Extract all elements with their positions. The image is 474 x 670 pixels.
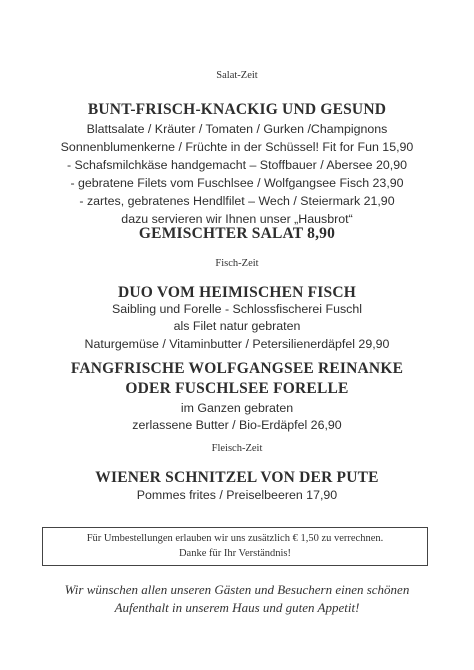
dish-title-mixed-salad: GEMISCHTER SALAT 8,90 — [138, 225, 336, 242]
fish-duo-line: Saibling und Forelle - Schlossfischerei Fuschl — [112, 302, 362, 316]
salad-note-line: dazu servieren wir Ihnen unser „Hausbrot“ — [121, 212, 353, 226]
section-label-fleisch: Fleisch-Zeit — [211, 443, 263, 454]
reinanke-line: im Ganzen gebraten — [180, 401, 294, 415]
closing-line: Wir wünschen allen unseren Gästen und Besuchern einen schönen — [64, 582, 410, 597]
notice-box — [42, 527, 428, 566]
dish-title-schnitzel: WIENER SCHNITZEL VON DER PUTE — [95, 469, 379, 486]
dish-title-fish-duo: DUO VOM HEIMISCHEN FISCH — [117, 284, 357, 301]
dish-title-reinanke: FANGFRISCHE WOLFGANGSEE REINANKE — [70, 360, 404, 377]
section-label-fisch: Fisch-Zeit — [215, 258, 259, 269]
dish-title-salad: BUNT-FRISCH-KNACKIG UND GESUND — [87, 101, 387, 118]
notice-line: Für Umbestellungen erlauben wir uns zusätzlich € 1,50 zu verrechnen. — [86, 533, 384, 544]
salad-option-line: - Schafsmilchkäse handgemacht – Stoffbauer / Abersee 20,90 — [66, 158, 408, 172]
salad-option-line: - zartes, gebratenes Hendlfilet – Wech / Steiermark 21,90 — [79, 194, 395, 208]
salad-option-line: - gebratene Filets vom Fuschlsee / Wolfgangsee Fisch 23,90 — [70, 176, 404, 190]
schnitzel-line: Pommes frites / Preiselbeeren 17,90 — [136, 488, 338, 502]
closing-line: Aufenthalt in unserem Haus und guten Appetit! — [114, 600, 360, 615]
reinanke-line: zerlassene Butter / Bio-Erdäpfel 26,90 — [132, 418, 342, 432]
dish-title-forelle: ODER FUSCHLSEE FORELLE — [125, 380, 349, 397]
fish-duo-line: Naturgemüse / Vitaminbutter / Petersilienerdäpfel 29,90 — [84, 337, 390, 351]
section-label-salat: Salat-Zeit — [216, 70, 258, 81]
fish-duo-line: als Filet natur gebraten — [173, 319, 301, 333]
salad-line: Sonnenblumenkerne / Früchte in der Schüssel! Fit for Fun 15,90 — [60, 140, 414, 154]
notice-line: Danke für Ihr Verständnis! — [178, 547, 292, 559]
salad-line: Blattsalate / Kräuter / Tomaten / Gurken /Champignons — [86, 122, 388, 136]
